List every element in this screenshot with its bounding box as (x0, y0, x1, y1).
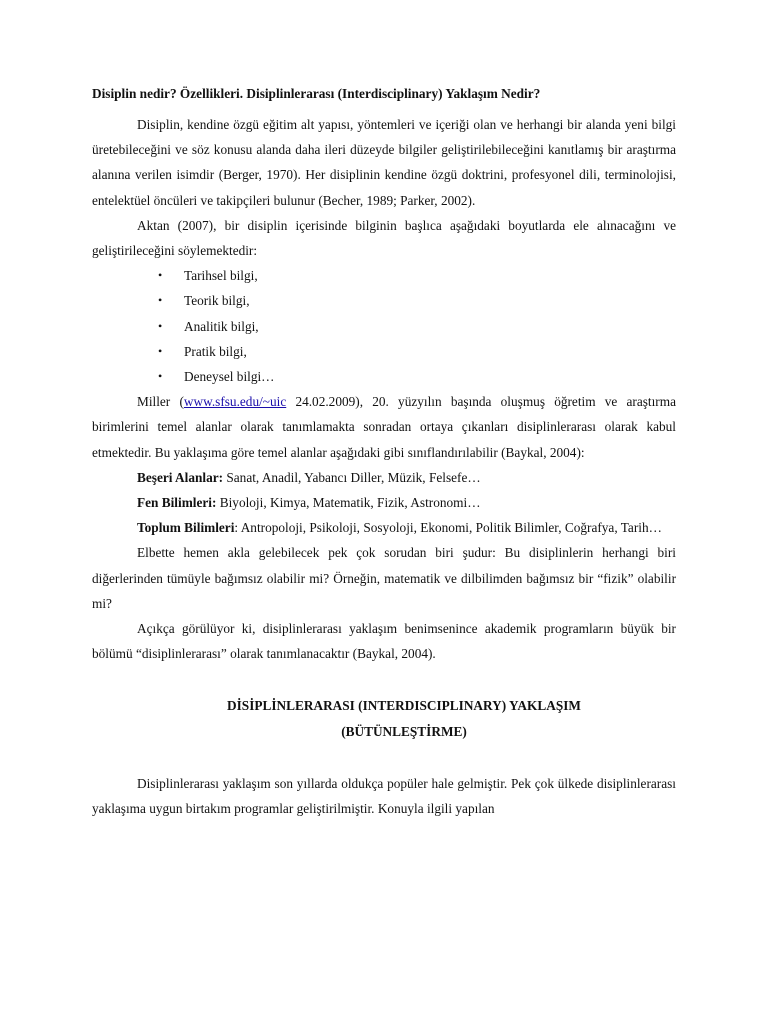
area-humanities: Beşeri Alanlar: Sanat, Anadil, Yabancı Diller, Müzik, Felsefe… (137, 469, 481, 485)
list-item: • Pratik bilgi, (184, 339, 676, 364)
sfsu-link[interactable]: www.sfsu.edu/~uic (183, 394, 287, 410)
bullet-icon: • (158, 343, 163, 358)
document-title: Disiplin nedir? Özellikleri. Disiplinlerarası (Interdisciplinary) Yaklaşım Nedir? (92, 86, 541, 101)
bullet-icon: • (158, 369, 163, 384)
paragraph-interdisciplinary: Disiplinlerarası yaklaşım son yıllarda oldukça popüler hale gelmiştir. Pek çok ülkede disiplinlerarası yaklaşıma uygun birtakım programlar geliştirilmiştir. Konuyla ilgili yapılan (92, 775, 676, 817)
bullet-icon: • (158, 268, 163, 283)
list-item: • Tarihsel bilgi, (184, 263, 676, 288)
paragraph-miller: Miller (www.sfsu.edu/~uic 24.02.2009), 20. yüzyılın başında oluşmuş öğretim ve araştırma birimlerini temel alanlar olarak tanımlamakta sonradan ortaya çıkanları disiplinlerarası olarak kabul etmektedir. Bu yaklaşıma göre temel alanlar aşağıdaki gibi sınıflandırılabilir (Baykal, 2004): (92, 394, 676, 460)
paragraph-aktan: Aktan (2007), bir disiplin içerisinde bilginin başlıca aşağıdaki boyutlarda ele alınacağını ve geliştirileceğini söylemektedir: (92, 217, 676, 259)
area-label: Toplum Bilimleri (137, 520, 235, 536)
list-item: • Analitik bilgi, (184, 314, 676, 339)
section-heading (92, 693, 676, 743)
list-item: • Deneysel bilgi… (184, 364, 676, 389)
area-sciences: Fen Bilimleri: Biyoloji, Kimya, Matematik, Fizik, Astronomi… (137, 495, 481, 511)
paragraph-discipline-definition: Disiplin, kendine özgü eğitim alt yapısı, yöntemleri ve içeriği olan ve herhangi bir alanda yeni bilgi üretebileceğini ve söz konusu alanda daha ileri düzeyde bilgiler geliştirilebileceğini kanıtlamış bir araştırma alanına verilen isimdir (Berger, 1970). Her disiplinin kendine özgü doktrini, profesyonel dili, terminolojisi, entelektüel öncüleri ve takipçileri bulunur (Becher, 1989; Parker, 2002). (92, 117, 676, 208)
bullet-icon: • (158, 318, 163, 333)
area-label: Fen Bilimleri: (137, 495, 217, 511)
section-heading-line1: DİSİPLİNLERARASI (INTERDISCIPLINARY) YAKLAŞIM (227, 698, 581, 714)
bullet-icon: • (158, 293, 163, 308)
area-label: Beşeri Alanlar: (137, 469, 224, 485)
area-social-sciences: Toplum Bilimleri: Antropoloji, Psikoloji, Sosyoloji, Ekonomi, Politik Bilimler, Coğrafya, Tarih… (137, 520, 662, 536)
section-heading-line2: (BÜTÜNLEŞTİRME) (341, 723, 467, 739)
document-body (92, 84, 676, 821)
knowledge-dimensions-list (92, 263, 676, 389)
list-item: • Teorik bilgi, (184, 288, 676, 313)
paragraph-conclusion: Açıkça görülüyor ki, disiplinlerarası yaklaşım benimsenince akademik programların büyük bir bölümü “disiplinlerarası” olarak tanımlanacaktır (Baykal, 2004). (92, 621, 676, 662)
paragraph-question: Elbette hemen akla gelebilecek pek çok sorudan biri şudur: Bu disiplinlerin herhangi biri diğerlerinden tümüyle bağımsız olabilir mi? Örneğin, matematik ve dilbilimden bağımsız bir “fizik” olabilir mi? (92, 545, 676, 611)
